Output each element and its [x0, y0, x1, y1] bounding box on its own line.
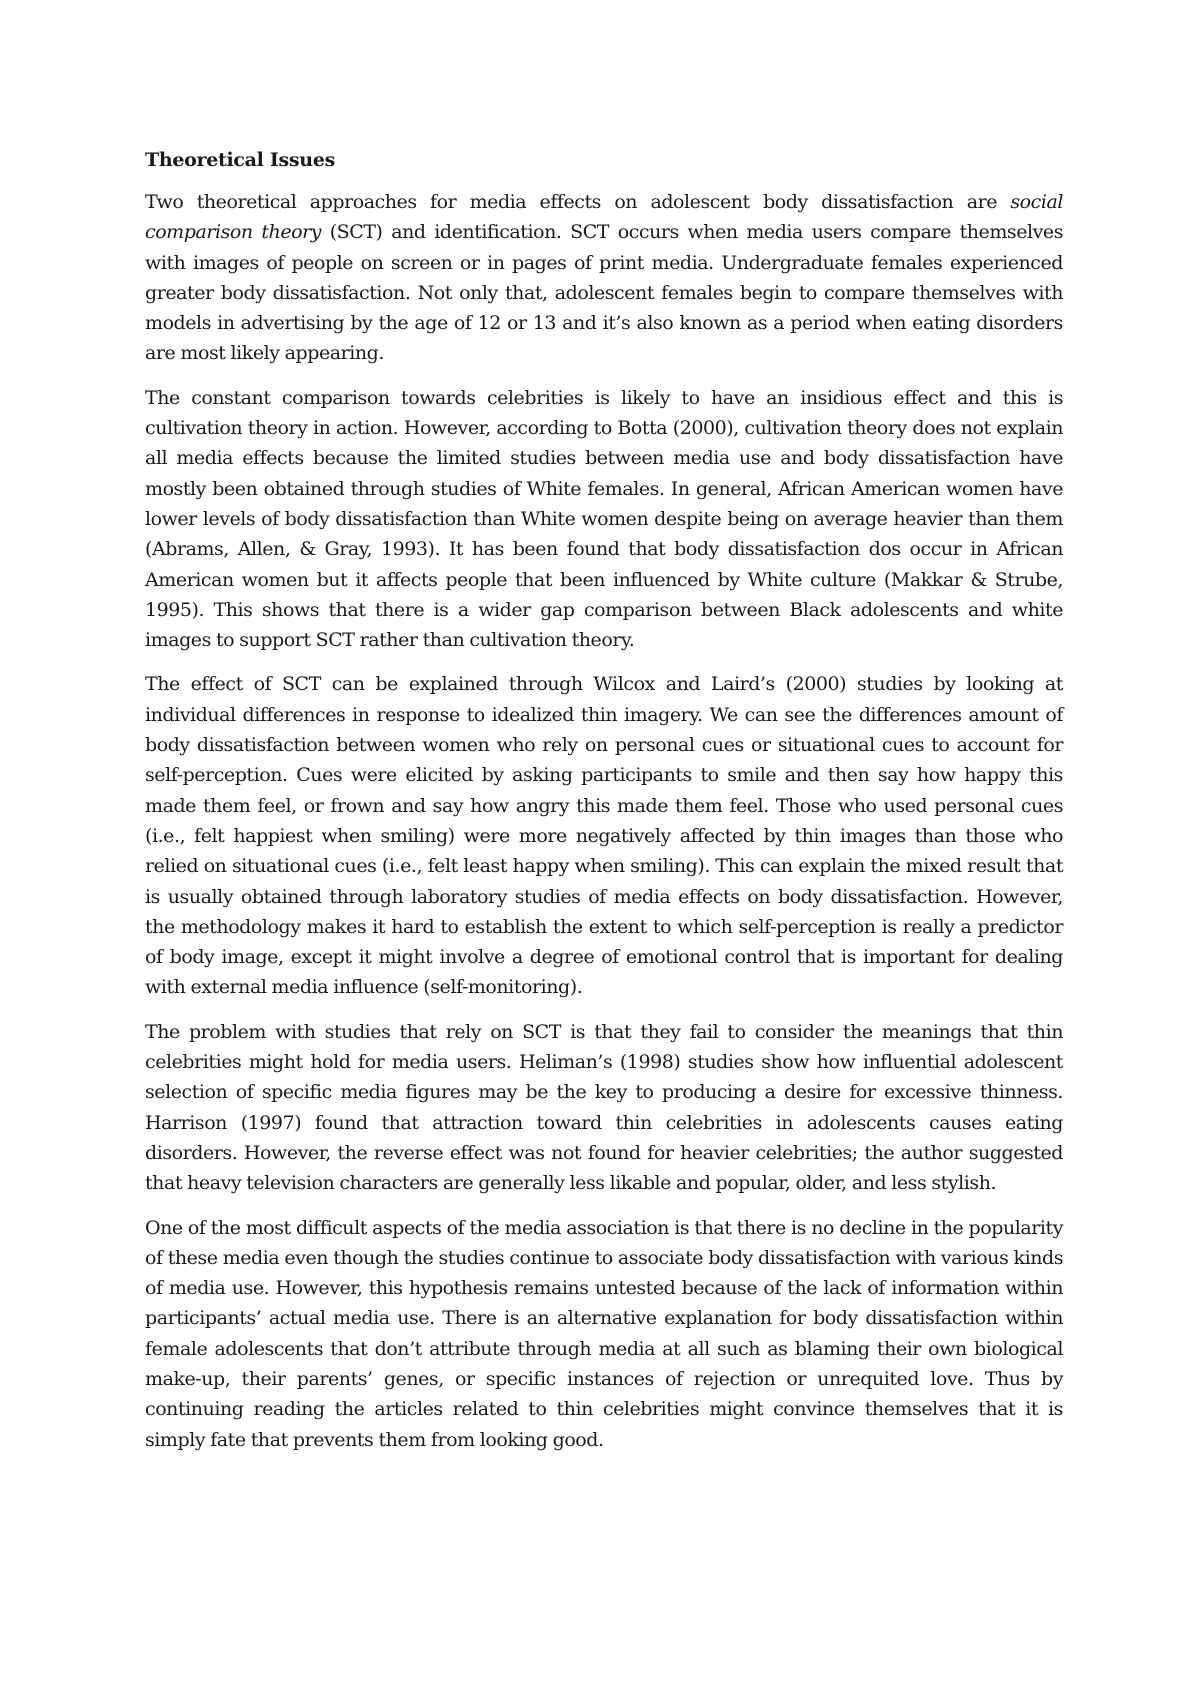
paragraph-1-run-3: (SCT) and identification. SCT occurs when media users compare themselves with images of people on screen or in pages of print media. Undergraduate females experienced greater body dissatisfaction. Not only that, adolescent females begin to compare themselves with models in advertising by the age of 12 or 13 and it’s also known as a period when eating disorders are most likely appearing.	[145, 221, 1063, 365]
paragraph-3	[145, 669, 1063, 1002]
paragraph-1-run-2-italic: social comparison theory	[145, 191, 1063, 244]
paragraph-4-run-1: The problem with studies that rely on SCT is that they fail to consider the meanings that thin celebrities might hold for media users. Heliman’s (1998) studies show how influential adolescent selection of specific media figures may be the key to producing a desire for excessive thinness. Harrison (1997) found that attraction toward thin celebrities in adolescents causes eating disorders. However, the reverse effect was not found for heavier celebrities; the author suggested that heavy television characters are generally less likable and popular, older, and less stylish.	[145, 1020, 1063, 1195]
section-heading: Theoretical Issues	[145, 149, 335, 171]
paragraph-3-run-1: The effect of SCT can be explained through Wilcox and Laird’s (2000) studies by looking at individual differences in response to idealized thin imagery. We can see the differences amount of body dissatisfaction between women who rely on personal cues or situational cues to account for self-perception. Cues were elicited by asking participants to smile and then say how happy this made them feel, or frown and say how angry this made them feel. Those who used personal cues (i.e., felt happiest when smiling) were more negatively affected by thin images than those who relied on situational cues (i.e., felt least happy when smiling). This can explain the mixed result that is usually obtained through laboratory studies of media effects on body dissatisfaction. However, the methodology makes it hard to establish the extent to which self-perception is really a predictor of body image, except it might involve a degree of emotional control that is important for dealing with external media influence (self-monitoring).	[145, 673, 1063, 999]
paragraph-4	[145, 1017, 1063, 1199]
paragraph-5	[145, 1213, 1063, 1455]
document-body	[145, 145, 1063, 1469]
paragraph-5-run-1: One of the most difficult aspects of the media association is that there is no decline in the popularity of these media even though the studies continue to associate body dissatisfaction with various kinds of media use. However, this hypothesis remains untested because of the lack of information within participants’ actual media use. There is an alternative explanation for body dissatisfaction within female adolescents that don’t attribute through media at all such as blaming their own biological make-up, their parents’ genes, or specific instances of rejection or unrequited love. Thus by continuing reading the articles related to thin celebrities might convince themselves that it is simply fate that prevents them from looking good.	[145, 1216, 1063, 1451]
paragraph-1-run-1: Two theoretical approaches for media effects on adolescent body dissatisfaction are	[145, 191, 1011, 213]
paragraph-2-run-1: The constant comparison towards celebrities is likely to have an insidious effect and this is cultivation theory in action. However, according to Botta (2000), cultivation theory does not explain all media effects because the limited studies between media use and body dissatisfaction have mostly been obtained through studies of White females. In general, African American women have lower levels of body dissatisfaction than White women despite being on average heavier than them (Abrams, Allen, & Gray, 1993). It has been found that body dissatisfaction dos occur in African American women but it affects people that been influenced by White culture (Makkar & Strube, 1995). This shows that there is a wider gap comparison between Black adolescents and white images to support SCT rather than cultivation theory.	[145, 386, 1063, 652]
paragraph-2	[145, 383, 1063, 656]
paragraph-1	[145, 187, 1063, 369]
